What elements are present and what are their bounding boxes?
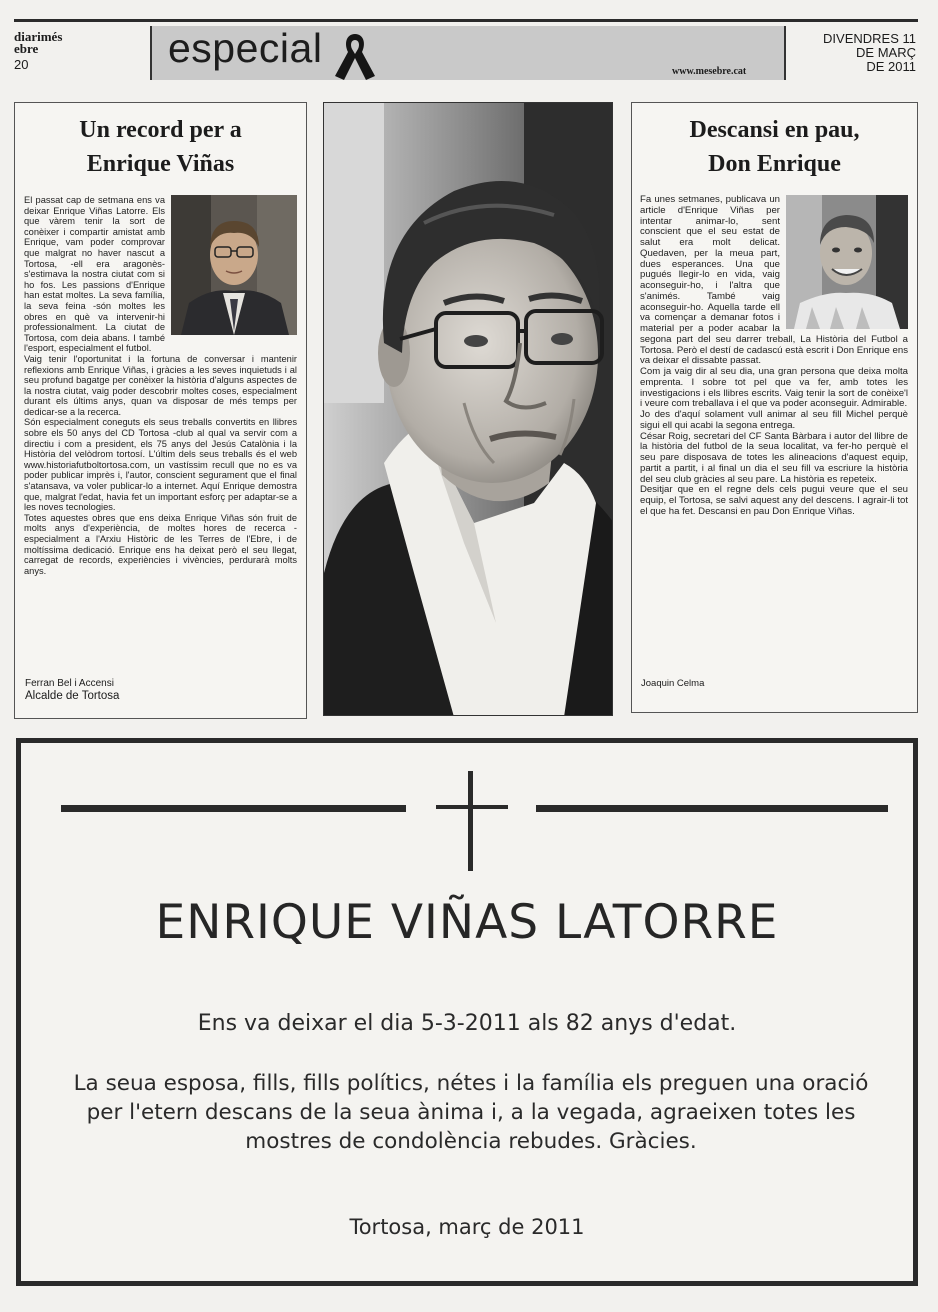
cross-icon (468, 771, 473, 871)
right-paragraph-3: Jo des d'aquí solament vull animar al seu fill Michel perquè sigui ell qui acabi la segona entrega. (640, 409, 908, 431)
mayor-photo (171, 195, 297, 335)
cross-bar (436, 805, 508, 809)
brand-line-1: diarimés (14, 29, 63, 44)
left-signature (25, 678, 119, 702)
left-paragraph-4: Totes aquestes obres que ens deixa Enrique Viñas són fruit de molts anys d'experiència, de moltes hores de recerca -especialment a l'Arxiu Històric de les Terres de l'Ebre, i de moltíssima dedicació. Enrique ens ha deixat però el seu llegat, carregat de records, experiències i vivències, perdurarà molts anys. (24, 512, 297, 576)
brand-line-2: ebre (14, 41, 39, 56)
left-paragraph-1: El passat cap de setmana ens va deixar Enrique Viñas Latorre. Els que vàrem tenir la sort de conèixer i compartir amistat amb Enrique, vam poder comprovar que malgrat no haver nascut a Tortosa, -ell era aragonès- s'estimava la nostra ciutat com si ho fos. Les passions d'Enrique han estat moltes. La seva família, la seva feina -són moltes les obres en què va intervenir-hi professionalment. La ciutat de Tortosa, com deia abans. I també l'esport, especialment el futbol. (24, 195, 165, 354)
left-headline (15, 113, 306, 181)
top-rule (14, 19, 918, 22)
right-paragraph-2: Com ja vaig dir al seu dia, una gran persona que deixa molta emprenta. I sobre tot pel que va fer, amb totes les investigacions i els llibres escrits. Vaig tenir la sort de conèixe'l i veure com treballava i el que va poder aconseguir. Admirable. (640, 366, 908, 410)
right-signature (641, 678, 704, 690)
right-author: Joaquin Celma (641, 678, 705, 689)
death-notice: Ens va deixar el dia 5-3-2011 als 82 anys d'edat. (197, 1011, 737, 1036)
left-rule (61, 805, 406, 812)
author-photo (786, 195, 908, 329)
left-headline-line-2: Enrique Viñas (86, 151, 235, 177)
right-headline-line-2: Don Enrique (708, 151, 841, 177)
left-paragraph-2: Vaig tenir l'oportunitat i la fortuna de conversar i mantenir reflexions amb Enrique Viñas, i gràcies a les seves inquietuds i al seu profund bagatge per conèixer la història d'alguns aspectes de la nostra ciutat, vaig poder descobrir moltes coses, especialment durant els últims anys, quan va disposar de més temps per dedicar-se a la recerca. (24, 353, 297, 417)
site-url: www.mesebre.cat (672, 66, 747, 77)
left-article-body (24, 195, 297, 576)
family-message: La seua esposa, fills, fills polítics, nétes i la família els preguen una oració per l'etern descans de la seua ànima i, a la vegada, agraeixen totes les mostres de condolència rebudes. Gràcies. (73, 1071, 869, 1154)
portrait-photo (323, 102, 613, 716)
right-rule (536, 805, 888, 812)
place-date: Tortosa, març de 2011 (349, 1215, 585, 1239)
right-paragraph-5: Desitjar que en el regne dels cels pugui veure que el seu equip, el Tortosa, se salvi aquest any del descens. I agrair-li tot el que ha fet. Descansi en pau Don Enrique Viñas. (640, 484, 908, 517)
left-paragraph-3: Són especialment coneguts els seus treballs convertits en llibres sobre els 50 anys del CD Tortosa -club al qual va servir com a directiu i com a president, els 75 anys del Jesús Catalònia i la Història del velòdrom tortosí. L'últim dels seus treballs és el web www.historiafutboltortosa.com, un vastíssim recull que no es va poder publicar imprès i, l'autor, conscient segurament que el final s'atansava, va voler publicar-lo a internet. Aquí Enrique demostra que, malgrat l'edat, havia fet un important esforç per adaptar-se a les noves tecnologies. (24, 417, 297, 513)
right-paragraph-4: César Roig, secretari del CF Santa Bàrbara i autor del llibre de la història del futbol de la seua localitat, va fer-ho perquè el seu pare disposava de totes les alineacions d'aquest equip, partit a partit, i al final un dia el seu fill va escriure la història del seu club gràcies al seu pare. La història es repeteix. (640, 430, 908, 485)
portrait-image (324, 103, 613, 716)
dateline (823, 32, 916, 74)
date-weekday: DIVENDRES 11 (823, 31, 916, 46)
right-paragraph-1: Fa unes setmanes, publicava un article d'Enrique Viñas per intentar animar-lo, sent conscient que el seu estat de salut era molt delicat. Quedaven, per la meua part, dues esperances. Una que pugués llegir-lo en vida, vaig aconseguir-ho, i l'altra que s'animés. També vaig aconseguir-ho. Aquella tarde ell va començar a demanar fotos i material per a poder acabar la segona part del seu darrer treball, La Història del Futbol a Tortosa. Però el destí de cadascú està escrit i Don Enrique ens va deixar el dissabte passat. (640, 194, 908, 367)
page-number: 20 (14, 57, 29, 72)
left-author-title: Alcalde de Tortosa (25, 690, 120, 702)
left-author: Ferran Bel i Accensi (25, 678, 114, 689)
right-headline (632, 113, 917, 181)
right-article (631, 102, 918, 713)
right-headline-line-1: Descansi en pau, (689, 117, 860, 143)
deceased-name: ENRIQUE VIÑAS LATORRE (155, 895, 779, 950)
section-title: especial (168, 25, 323, 71)
newspaper-brand (14, 31, 62, 71)
right-article-body (640, 195, 908, 518)
left-headline-line-1: Un record per a (79, 117, 242, 143)
mourning-ribbon-icon (332, 30, 378, 82)
obituary-notice (16, 738, 918, 1286)
left-article (14, 102, 307, 719)
date-month: DE MARÇ (856, 45, 916, 60)
date-year: DE 2011 (866, 59, 916, 74)
